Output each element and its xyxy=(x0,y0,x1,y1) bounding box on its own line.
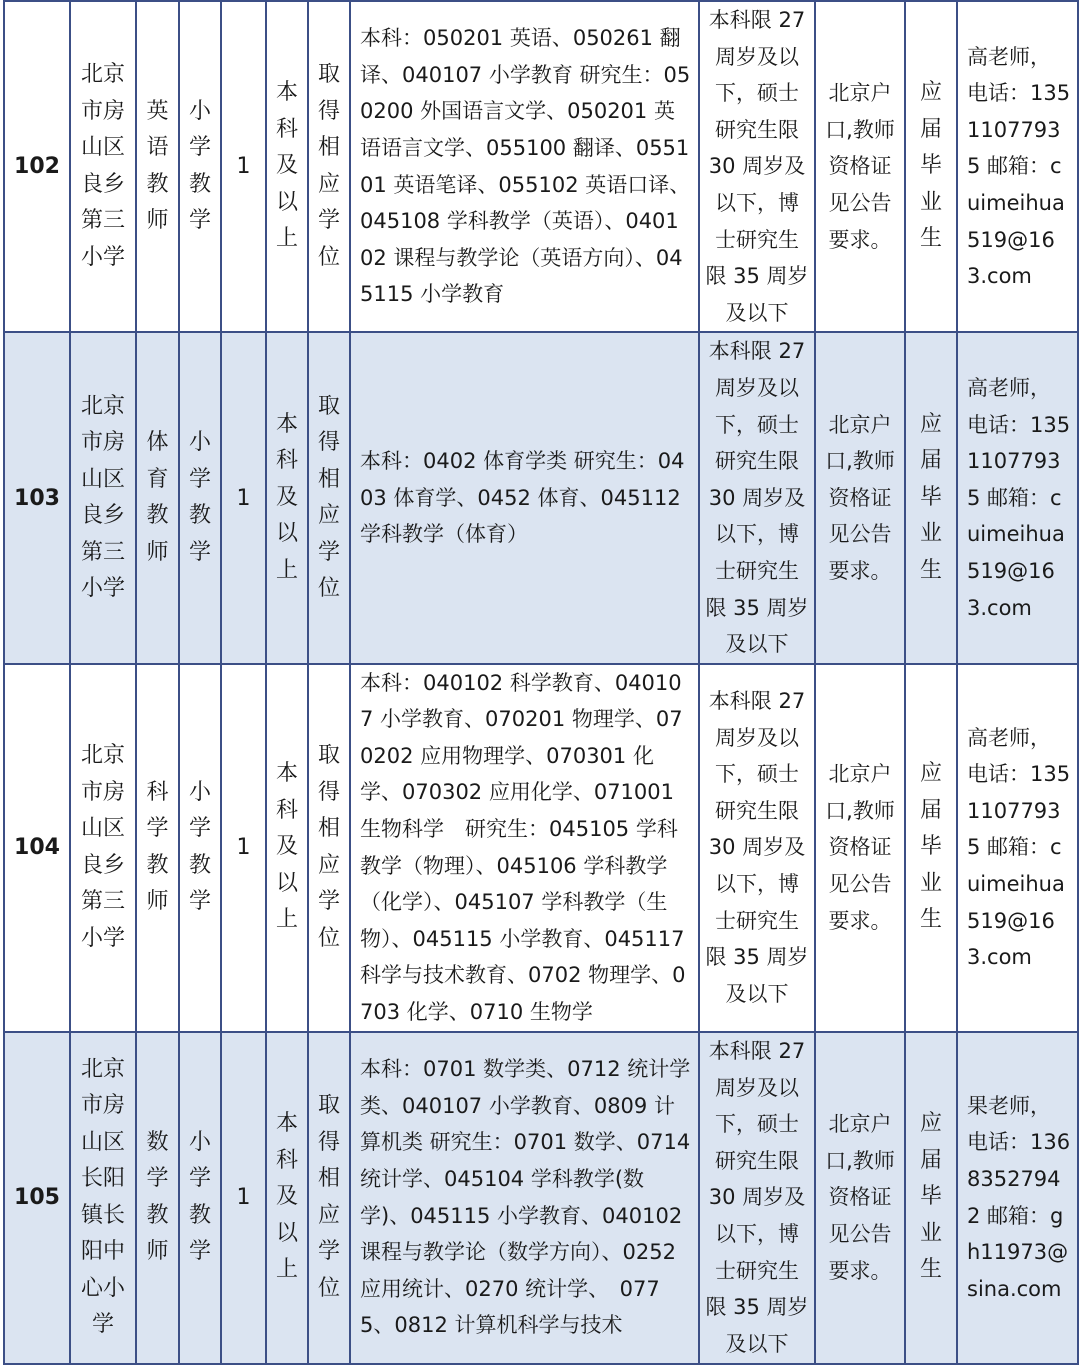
contact-info: 果老师，电话：13683527942 邮箱：gh11973@sina.com xyxy=(957,1032,1078,1364)
major-requirement: 本科：050201 英语、050261 翻译、040107 小学教育 研究生：050200 外国语言文学、050201 英语语言文学、055100 翻译、055101 英语笔译、055102 英语口译、045108 学科教学（英语）、040102 课程与教学论（英语方向）、045115 小学教育 xyxy=(350,1,699,332)
post-name-cell xyxy=(136,1,179,332)
degree-cell xyxy=(308,332,350,663)
age-requirement: 本科限 27 周岁及以下，硕士研究生限 30 周岁及以下，博士研究生限 35 周岁及以下 xyxy=(699,332,815,663)
post-category-cell xyxy=(179,1,221,332)
other-requirement: 北京户口,教师资格证见公告要求。 xyxy=(815,332,905,663)
post-number: 104 xyxy=(4,664,70,1032)
contact-info: 高老师，电话：13511077935 邮箱：cuimeihua519@163.com xyxy=(957,1,1078,332)
table-row xyxy=(4,1,1078,332)
education-cell xyxy=(266,664,308,1032)
education-cell xyxy=(266,332,308,663)
post-category-cell xyxy=(179,1032,221,1364)
unit-name-cell xyxy=(70,664,136,1032)
target-cell xyxy=(905,1,957,332)
hiring-count: 1 xyxy=(221,332,266,663)
target-cell xyxy=(905,1032,957,1364)
contact-info: 高老师，电话：13511077935 邮箱：cuimeihua519@163.com xyxy=(957,664,1078,1032)
degree-cell xyxy=(308,1,350,332)
post-name: 数学教师 xyxy=(146,1129,169,1265)
recruitment-table xyxy=(3,0,1079,1365)
post-number: 105 xyxy=(4,1032,70,1364)
post-category: 小学教学 xyxy=(188,1129,211,1265)
hiring-target: 应届毕业生 xyxy=(919,1111,942,1283)
age-requirement: 本科限 27 周岁及以下，硕士研究生限 30 周岁及以下，博士研究生限 35 周岁及以下 xyxy=(699,1,815,332)
post-category: 小学教学 xyxy=(188,779,211,915)
table-row xyxy=(4,332,1078,663)
education-requirement: 本科及以上 xyxy=(275,80,298,252)
hiring-count: 1 xyxy=(221,664,266,1032)
table-row xyxy=(4,664,1078,1032)
unit-name: 北京市房山区良乡第三小学 xyxy=(80,743,125,951)
major-requirement: 本科：040102 科学教育、040107 小学教育、070201 物理学、070202 应用物理学、070301 化学、070302 应用化学、071001 生物科学 研究生：045105 学科教学（物理）、045106 学科教学（化学）、045107 学科教学（生物）、045115 小学教育、045117 科学与技术教育、0702 物理学、0703 化学、0710 生物学 xyxy=(350,664,699,1032)
degree-requirement: 取得相应学位 xyxy=(317,743,340,951)
degree-cell xyxy=(308,1032,350,1364)
unit-name: 北京市房山区良乡第三小学 xyxy=(80,393,125,602)
hiring-count: 1 xyxy=(221,1,266,332)
target-cell xyxy=(905,664,957,1032)
degree-requirement: 取得相应学位 xyxy=(317,1093,340,1301)
unit-name-cell xyxy=(70,1032,136,1364)
age-requirement: 本科限 27 周岁及以下，硕士研究生限 30 周岁及以下，博士研究生限 35 周岁及以下 xyxy=(699,664,815,1032)
table-body xyxy=(4,1,1078,1364)
post-category-cell xyxy=(179,332,221,663)
unit-name-cell xyxy=(70,1,136,332)
target-cell xyxy=(905,332,957,663)
other-requirement: 北京户口,教师资格证见公告要求。 xyxy=(815,664,905,1032)
table-row xyxy=(4,1032,1078,1364)
hiring-target: 应届毕业生 xyxy=(919,761,942,933)
post-name-cell xyxy=(136,1032,179,1364)
education-requirement: 本科及以上 xyxy=(275,761,298,933)
post-name: 科学教师 xyxy=(146,779,169,915)
contact-info: 高老师，电话：13511077935 邮箱：cuimeihua519@163.com xyxy=(957,332,1078,663)
post-name: 英语教师 xyxy=(146,98,169,234)
age-requirement: 本科限 27 周岁及以下，硕士研究生限 30 周岁及以下，博士研究生限 35 周岁及以下 xyxy=(699,1032,815,1364)
hiring-target: 应届毕业生 xyxy=(919,411,942,583)
education-cell xyxy=(266,1,308,332)
post-name-cell xyxy=(136,664,179,1032)
other-requirement: 北京户口,教师资格证见公告要求。 xyxy=(815,1,905,332)
education-cell xyxy=(266,1032,308,1364)
education-requirement: 本科及以上 xyxy=(275,1111,298,1283)
unit-name: 北京市房山区良乡第三小学 xyxy=(80,62,125,270)
post-category: 小学教学 xyxy=(188,430,211,565)
education-requirement: 本科及以上 xyxy=(275,411,298,583)
post-name: 体育教师 xyxy=(146,430,169,565)
major-requirement: 本科：0402 体育学类 研究生：0403 体育学、0452 体育、045112 学科教学（体育） xyxy=(350,332,699,663)
unit-name: 北京市房山区长阳镇长阳中心小学 xyxy=(80,1056,125,1338)
hiring-count: 1 xyxy=(221,1032,266,1364)
post-number: 103 xyxy=(4,332,70,663)
post-category-cell xyxy=(179,664,221,1032)
major-requirement: 本科：0701 数学类、0712 统计学类、040107 小学教育、0809 计算机类 研究生：0701 数学、0714 统计学、045104 学科教学(数学)、045115 小学教育、040102 课程与教学论（数学方向）、0252 应用统计、0270 统计学、 0775、0812 计算机科学与技术 xyxy=(350,1032,699,1364)
post-category: 小学教学 xyxy=(188,98,211,234)
degree-cell xyxy=(308,664,350,1032)
post-name-cell xyxy=(136,332,179,663)
other-requirement: 北京户口,教师资格证见公告要求。 xyxy=(815,1032,905,1364)
degree-requirement: 取得相应学位 xyxy=(317,393,340,602)
post-number: 102 xyxy=(4,1,70,332)
hiring-target: 应届毕业生 xyxy=(919,80,942,252)
degree-requirement: 取得相应学位 xyxy=(317,62,340,270)
unit-name-cell xyxy=(70,332,136,663)
